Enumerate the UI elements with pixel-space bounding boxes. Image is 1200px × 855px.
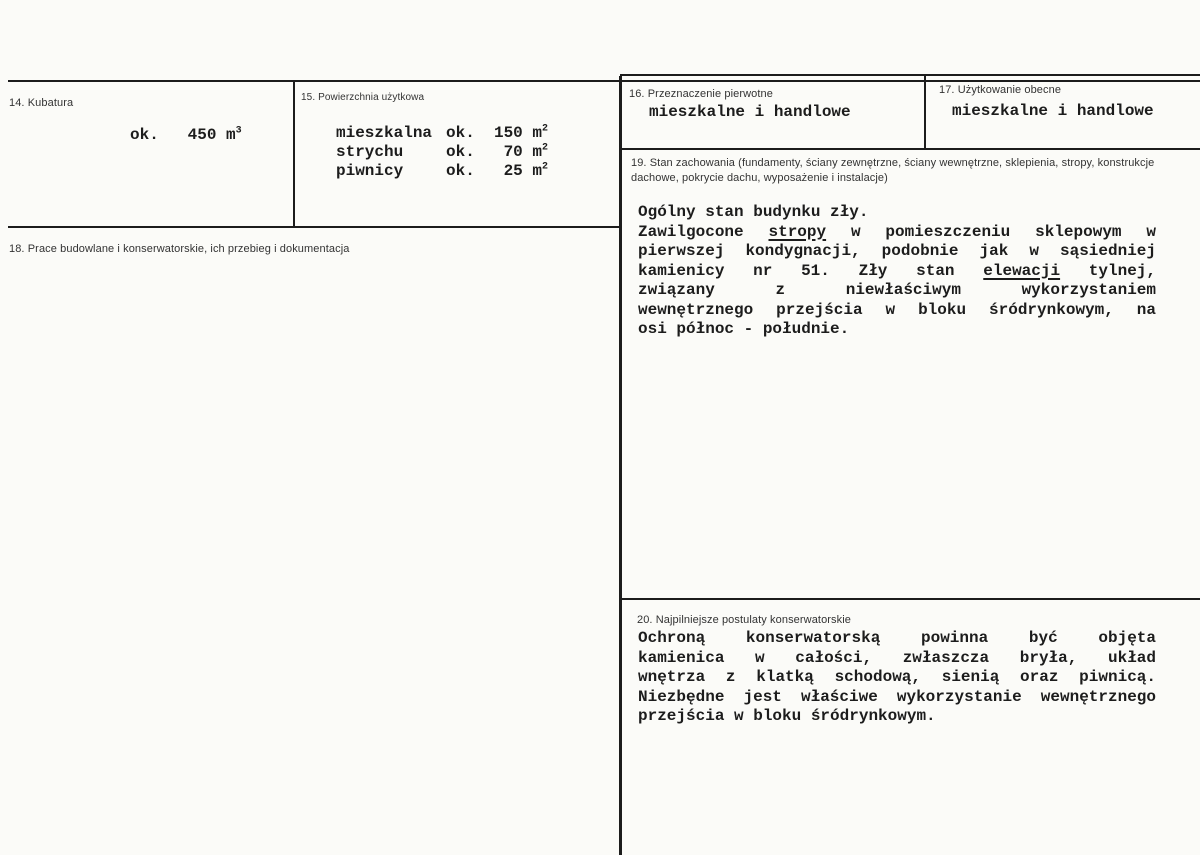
field-14-number: 450 m — [187, 126, 236, 144]
area-row — [336, 124, 548, 143]
center-divider — [619, 76, 622, 855]
area-approx: ok. — [446, 143, 475, 161]
area-approx: ok. — [446, 162, 475, 180]
field-14-prefix: ok. — [130, 126, 159, 144]
underlined-word: stropy — [768, 222, 827, 241]
field-15-label: 15. Powierzchnia użytkowa — [301, 92, 425, 103]
text-line: wewnętrznego przejścia w bloku śródrynkowym, na — [638, 300, 1156, 319]
field-19-label: 19. Stan zachowania (fundamenty, ściany zewnętrzne, ściany wewnętrzne, sklepienia, stropy, konstrukcje dachowe, pokrycie dachu, wyposażenie i instalacje) — [631, 157, 1155, 184]
row-divider-16-19 — [620, 148, 1200, 150]
field-14-value — [130, 126, 242, 144]
field-20-label: 20. Najpilniejsze postulaty konserwatorskie — [637, 614, 852, 626]
text-line: osi północ - południe. — [638, 320, 850, 338]
field-15-table — [336, 124, 548, 181]
underlined-word: elewacji — [983, 261, 1061, 280]
field-20-text — [638, 629, 1156, 727]
text-line: Zawilgocone stropy w pomieszczeniu sklepowym w — [638, 222, 1156, 241]
field-17-value: mieszkalne i handlowe — [952, 102, 1154, 120]
field-14-sup: 3 — [235, 125, 242, 137]
text-line: kamienica w całości, zwłaszcza bryła, układ — [638, 648, 1156, 667]
divider-14-15 — [293, 82, 295, 228]
field-16-label: 16. Przeznaczenie pierwotne — [629, 88, 773, 100]
top-border-line-right — [620, 74, 1200, 76]
text-line: Niezbędne jest właściwe wykorzystanie wewnętrznego — [638, 687, 1156, 706]
area-name: mieszkalna — [336, 124, 433, 142]
text-line: przejścia w bloku śródrynkowym. — [638, 707, 936, 725]
text-line: Ochroną konserwatorską powinna być objęta — [638, 629, 1156, 647]
top-border-line — [8, 80, 1200, 82]
area-value: 25 $m^2$ — [503, 161, 548, 180]
divider-16-17 — [924, 75, 926, 150]
field-14-label: 14. Kubatura — [9, 97, 74, 109]
area-value: 150 $m^2$ — [493, 123, 548, 142]
field-19-text — [638, 203, 1156, 340]
text-line: Ogólny stan budynku zły. — [638, 203, 869, 221]
area-approx: ok. — [446, 124, 475, 142]
field-16-value: mieszkalne i handlowe — [649, 103, 851, 121]
field-17-label: 17. Użytkowanie obecne — [939, 84, 1062, 96]
area-value: 70 $m^2$ — [503, 142, 548, 161]
text-line: kamienicy nr 51. Zły stan elewacji tylnej, — [638, 261, 1157, 280]
area-name: strychu — [336, 143, 404, 161]
row-divider-left — [8, 226, 620, 228]
row-divider-19-20 — [620, 598, 1200, 600]
text-line: wnętrza z klatką schodową, sienią oraz piwnicą. — [638, 668, 1156, 686]
field-18-label: 18. Prace budowlane i konserwatorskie, ich przebieg i dokumentacja — [9, 243, 350, 255]
area-name: piwnicy — [336, 162, 404, 180]
text-line: związany z niewłaściwym wykorzystaniem — [638, 281, 1156, 299]
area-row — [336, 143, 548, 162]
text-line: pierwszej kondygnacji, podobnie jak w sąsiedniej — [638, 242, 1156, 260]
area-row — [336, 162, 548, 181]
